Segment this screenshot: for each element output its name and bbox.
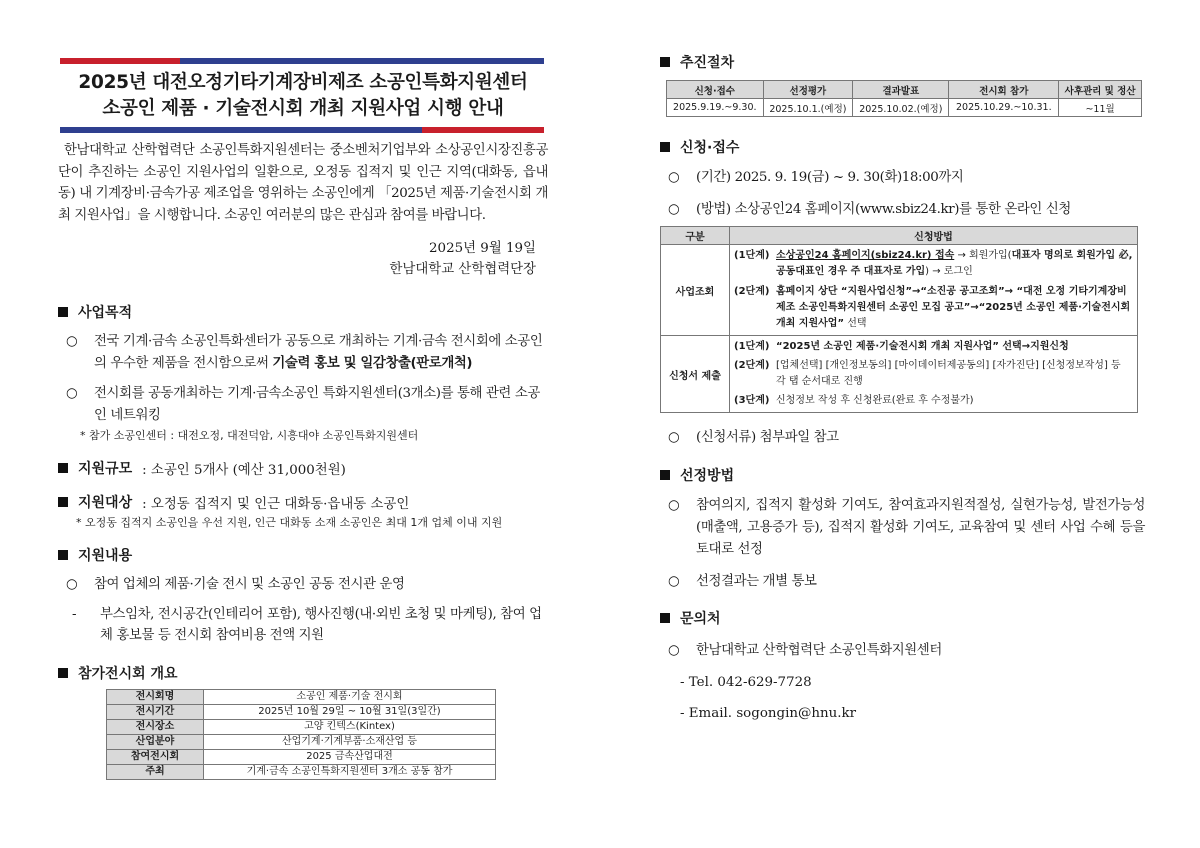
title-bar-bottom xyxy=(60,127,544,133)
left-column xyxy=(58,58,548,780)
circle-bullet-icon: ○ xyxy=(66,577,78,592)
row2-step-1: (1단계) “2025년 소공인 제품·기술전시회 개최 지원사업” 선택→지원신청 xyxy=(734,341,1069,352)
dash-bullet-icon: - xyxy=(72,606,77,622)
row2-step-2: (2단계) [업체선택] [개인정보동의] [마이데이터제공동의] [자가진단] [신청정보작성] 등 각 탭 순서대로 진행 xyxy=(734,360,1121,387)
table-row: 참여전시회 2025 금속산업대전 xyxy=(107,749,496,764)
apply-documents: ○ (신청서류) 첨부파일 참고 xyxy=(660,427,1145,449)
square-bullet-icon xyxy=(58,463,68,473)
square-bullet-icon xyxy=(58,668,68,678)
section-selection-heading: 선정방법 xyxy=(660,465,1145,485)
table-row: 전시회명 소공인 제품·기술 전시회 xyxy=(107,689,496,704)
apply-method: ○ (방법) 소상공인24 홈페이지(www.sbiz24.kr)를 통한 온라인 신청 xyxy=(660,199,1145,221)
circle-bullet-icon: ○ xyxy=(66,334,78,349)
purpose-note: * 참가 소공인센터 : 대전오정, 대전덕암, 시흥대야 소공인특화지원센터 xyxy=(80,429,419,442)
circle-bullet-icon: ○ xyxy=(668,497,680,513)
table-row: 전시장소 고양 킨텍스(Kintex) xyxy=(107,719,496,734)
table-row: 2025.9.19.~9.30. 2025.10.1.(예정) 2025.10.02.(예정) 2025.10.29.~10.31. ~11월 xyxy=(667,99,1142,117)
title-bar-top xyxy=(60,58,544,64)
section-content-heading: 지원내용 xyxy=(58,545,548,565)
section-target-heading: 지원대상 : 오정동 집적지 및 인근 대화동·읍내동 소공인 xyxy=(58,492,548,512)
table-row: 전시기간 2025년 10월 29일 ~ 10월 31일(3일간) xyxy=(107,704,496,719)
circle-bullet-icon: ○ xyxy=(668,573,680,589)
section-procedure-heading: 추진절차 xyxy=(660,52,1145,72)
page-title xyxy=(58,70,548,122)
intro-paragraph: 한남대학교 산학협력단 소공인특화지원센터는 중소벤처기업부와 소상공인시장진흥공단이 추진하는 소공인 지원사업의 일환으로, 오정동 집적지 및 인근 지역(대화동, 읍내동) 내 기계장비·금속가공 제조업을 영위하는 소공인에게 「2025년 제품·기술전시회 개최 지원사업」을 시행합니다. 소공인 여러분의 많은 관심과 참여를 바랍니다. xyxy=(58,143,548,223)
selection-item-2: ○ 선정결과는 개별 통보 xyxy=(660,571,1145,593)
purpose-item-1: ○ 전국 기계·금속 소공인특화센터가 공동으로 개최하는 기계·금속 전시회에 소공인의 우수한 제품을 전시함으로써 기술력 홍보 및 일감창출(판로개척) xyxy=(58,331,548,374)
section-purpose-heading: 사업목적 xyxy=(58,302,548,322)
target-note: * 오정동 집적지 소공인을 우선 지원, 인근 대화동 소재 소공인은 최대 1개 업체 이내 지원 xyxy=(76,516,503,529)
table-header-row: 신청·접수 선정평가 결과발표 전시회 참가 사후관리 및 정산 xyxy=(667,81,1142,99)
contact-org: ○ 한남대학교 산학협력단 소공인특화지원센터 xyxy=(660,640,1145,662)
square-bullet-icon xyxy=(58,307,68,317)
notice-date: 2025년 9월 19일 xyxy=(429,241,536,256)
square-bullet-icon xyxy=(58,497,68,507)
row1-step-2: (2단계) 홈페이지 상단 “지원사업신청”→“소진공 공고조회”→ “대전 오정 기타기계장비제조 소공인특화지원센터 소공인 모집 공고”→“2025년 소공인 제품·기술전시회 개최 지원사업” 선택 xyxy=(734,286,1131,329)
title-line-1: 2025년 대전오정기타기계장비제조 소공인특화지원센터 xyxy=(78,72,528,93)
row1-step-1: (1단계) 소상공인24 홈페이지(sbiz24.kr) 접속 → 회원가입(대표자 명의로 회원가입 必, 공동대표인 경우 주 대표자로 가입) → 로그인 xyxy=(734,250,1133,277)
content-item-1: ○ 참여 업체의 제품·기술 전시 및 소공인 공동 전시관 운영 xyxy=(58,574,548,596)
issuer: 한남대학교 산학협력단장 xyxy=(389,262,536,277)
circle-bullet-icon: ○ xyxy=(668,170,680,185)
square-bullet-icon xyxy=(660,142,670,152)
table-row: 신청서 제출 (1단계) “2025년 소공인 제품·기술전시회 개최 지원사업” 선택→지원신청 (2단계) [업체선택] [개인정보동의] [마이데이터제공동의] [자가진단] [신청정보작성] 등 각 탭 순서대로 진행 (3단계) 신청정보 작성 후 신청완료(완료 후 수정불가) xyxy=(661,336,1138,413)
square-bullet-icon xyxy=(660,613,670,623)
section-apply-heading: 신청·접수 xyxy=(660,137,1145,157)
table-header-row: 구분 신청방법 xyxy=(661,227,1138,245)
circle-bullet-icon: ○ xyxy=(668,430,680,445)
square-bullet-icon xyxy=(660,470,670,480)
overview-table xyxy=(106,689,496,780)
title-line-2: 소공인 제품 · 기술전시회 개최 지원사업 시행 안내 xyxy=(102,98,504,119)
notice-date-block xyxy=(58,238,548,280)
row2-step-3: (3단계) 신청정보 작성 후 신청완료(완료 후 수정불가) xyxy=(734,395,974,406)
square-bullet-icon xyxy=(58,550,68,560)
apply-period: ○ (기간) 2025. 9. 19(금) ~ 9. 30(화)18:00까지 xyxy=(660,167,1145,189)
apply-method-table xyxy=(660,226,1138,413)
content-item-2: - 부스임차, 전시공간(인테리어 포함), 행사진행(내·외빈 초청 및 마케팅), 참여 업체 홍보물 등 전시회 참여비용 전액 지원 xyxy=(58,604,548,647)
contact-email[interactable]: - Email. sogongin@hnu.kr xyxy=(680,706,857,721)
circle-bullet-icon: ○ xyxy=(668,643,680,658)
table-row: 산업분야 산업기계·기계부품·소재산업 등 xyxy=(107,734,496,749)
right-column xyxy=(660,52,1145,725)
section-scale-heading: 지원규모 : 소공인 5개사 (예산 31,000천원) xyxy=(58,458,548,478)
purpose-item-2: ○ 전시회를 공동개최하는 기계·금속소공인 특화지원센터(3개소)를 통해 관련 소공인 네트워킹 xyxy=(58,383,548,426)
square-bullet-icon xyxy=(660,57,670,67)
selection-item-1: ○ 참여의지, 집적지 활성화 기여도, 참여효과지원적절성, 실현가능성, 발전가능성(매출액, 고용증가 등), 집적지 활성화 기여도, 교육참여 및 센터 사업 수혜 등을 토대로 선정 xyxy=(660,495,1145,561)
section-contact-heading: 문의처 xyxy=(660,608,1145,628)
target-text: : 오정동 집적지 및 인근 대화동·읍내동 소공인 xyxy=(142,496,410,512)
circle-bullet-icon: ○ xyxy=(66,386,78,401)
circle-bullet-icon: ○ xyxy=(668,201,680,217)
scale-text: : 소공인 5개사 (예산 31,000천원) xyxy=(142,462,346,478)
contact-tel: - Tel. 042-629-7728 xyxy=(680,674,812,690)
table-row: 주최 기계·금속 소공인특화지원센터 3개소 공동 참가 xyxy=(107,764,496,779)
procedure-table xyxy=(666,80,1142,117)
section-overview-heading: 참가전시회 개요 xyxy=(58,663,548,683)
table-row: 사업조회 (1단계) 소상공인24 홈페이지(sbiz24.kr) 접속 → 회원가입(대표자 명의로 회원가입 必, 공동대표인 경우 주 대표자로 가입) → 로그인 (2단계) 홈페이지 상단 “지원사업신청”→“소진공 공고조회”→ “대전 오정 기타기계장비제조 소공인특화지원센터 소공인 모집 공고”→“2025년 소공인 제품·기술전시회 개최 지원사업” 선택 xyxy=(661,245,1138,336)
